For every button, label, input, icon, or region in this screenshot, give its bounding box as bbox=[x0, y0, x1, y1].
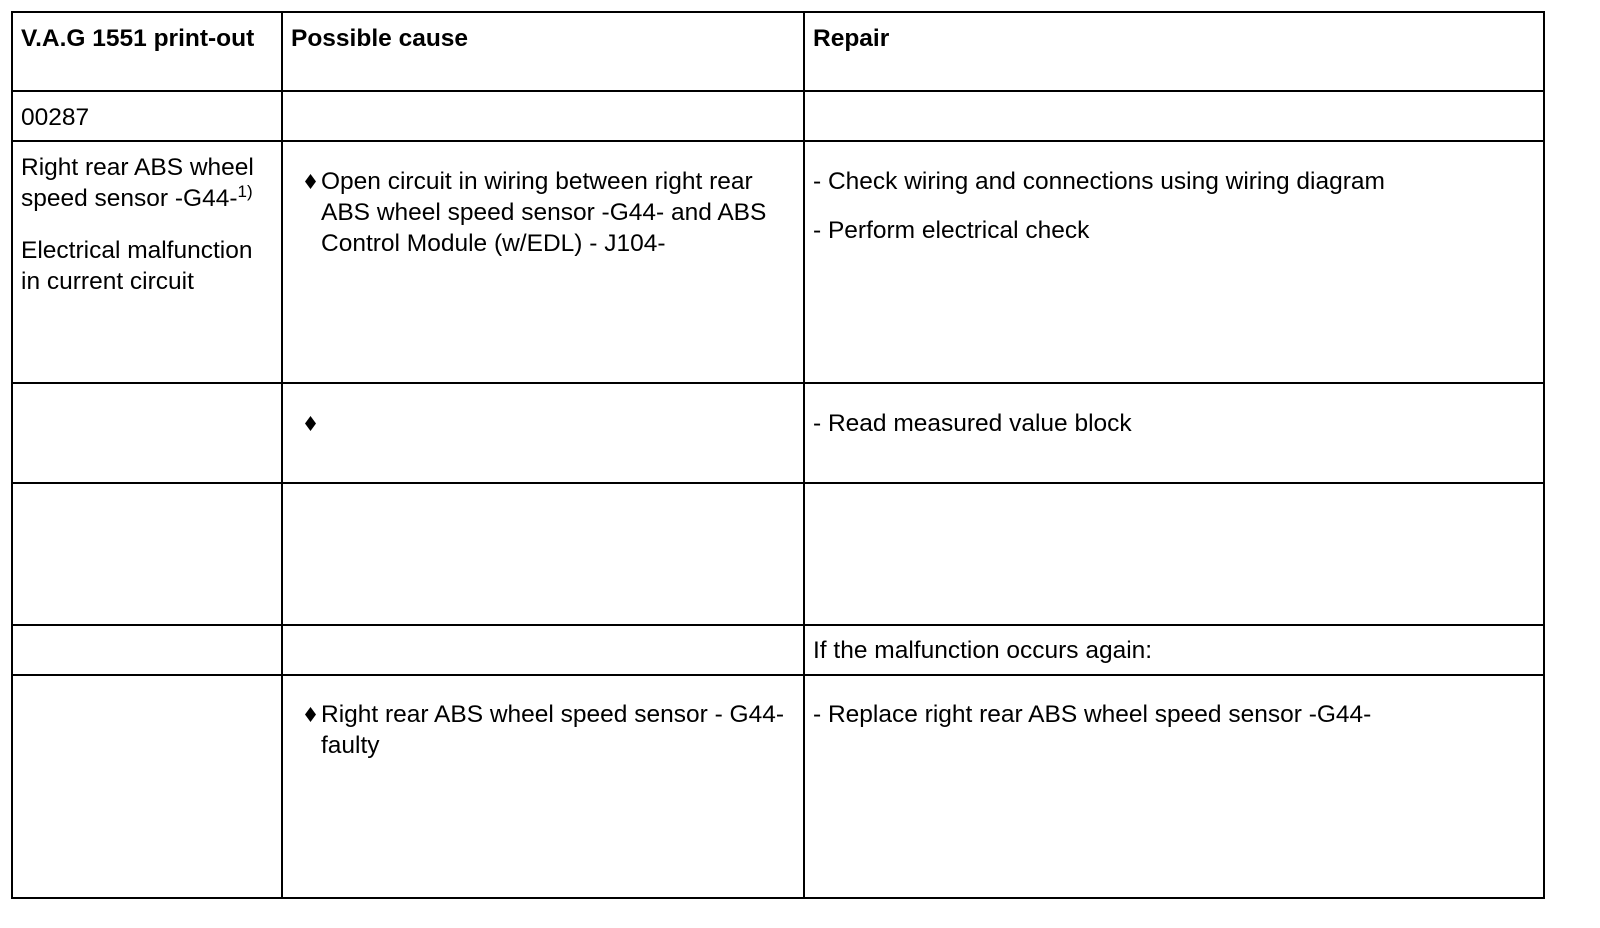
row-divider bbox=[13, 482, 1543, 484]
fault-code: 00287 bbox=[21, 104, 90, 131]
component-name-text: Right rear ABS wheel speed sensor -G44- bbox=[21, 154, 254, 212]
header-cause bbox=[283, 23, 803, 54]
cause-bullet bbox=[291, 699, 793, 761]
cause-text bbox=[321, 410, 328, 437]
component-cell bbox=[13, 152, 281, 297]
row-divider bbox=[13, 382, 1543, 384]
cause-text: Right rear ABS wheel speed sensor - G44- faulty bbox=[321, 701, 785, 759]
repair-step: - Perform electrical check bbox=[813, 217, 1090, 244]
diamond-bullet-icon bbox=[305, 174, 316, 189]
repair-step: - Replace right rear ABS wheel speed sensor -G44- bbox=[813, 701, 1372, 728]
repair-cell-2 bbox=[805, 408, 1545, 439]
repair-cell-1 bbox=[805, 166, 1545, 246]
row-divider bbox=[13, 90, 1543, 92]
repair-note-cell bbox=[805, 635, 1545, 666]
cause-bullet bbox=[291, 166, 793, 259]
row-divider bbox=[13, 674, 1543, 676]
header-cause-text: Possible cause bbox=[291, 25, 469, 52]
footnote-ref: 1) bbox=[237, 182, 253, 201]
repair-note: If the malfunction occurs again: bbox=[813, 637, 1153, 664]
column-divider bbox=[281, 13, 283, 897]
header-printout bbox=[13, 23, 281, 54]
repair-cell-5 bbox=[805, 699, 1545, 730]
row-divider bbox=[13, 624, 1543, 626]
cause-cell-1 bbox=[283, 166, 803, 259]
component-name bbox=[21, 152, 273, 214]
cause-text: Open circuit in wiring between right rear ABS wheel speed sensor -G44- and ABS Control Module (w/EDL) - J104- bbox=[321, 168, 767, 257]
cause-cell-5 bbox=[283, 699, 803, 761]
cause-cell-2 bbox=[283, 408, 803, 439]
fault-code-cell bbox=[13, 102, 281, 133]
repair-step: - Read measured value block bbox=[813, 410, 1132, 437]
repair-step: - Check wiring and connections using wiring diagram bbox=[813, 168, 1385, 195]
fault-description: Electrical malfunction in current circuit bbox=[21, 237, 253, 295]
row-divider bbox=[13, 140, 1543, 142]
header-repair bbox=[805, 23, 1545, 54]
column-divider bbox=[803, 13, 805, 897]
diagnostic-table bbox=[11, 11, 1545, 899]
diamond-bullet-icon bbox=[305, 707, 316, 722]
header-repair-text: Repair bbox=[813, 25, 890, 52]
diamond-bullet-icon bbox=[305, 416, 316, 431]
header-printout-text: V.A.G 1551 print-out bbox=[21, 25, 255, 52]
cause-bullet bbox=[291, 408, 793, 439]
